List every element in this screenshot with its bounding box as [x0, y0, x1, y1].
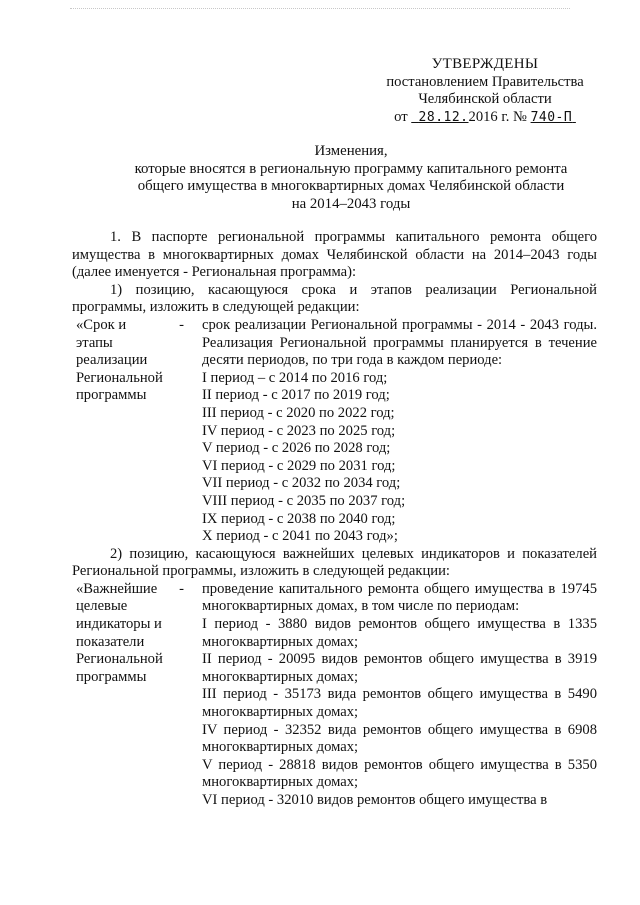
block2-period: VI период - 32010 видов ремонтов общего имущества в: [202, 792, 548, 808]
block2-intro: проведение капитального ремонта общего имущества в 19745 многоквартирных домах, в том числе по периодам:: [202, 580, 597, 615]
block1-value: [202, 317, 597, 546]
scan-edge-line: [70, 8, 570, 11]
block1-period: III период - с 2020 по 2022 год;: [202, 404, 395, 421]
heading-line-4: на 2014–2043 годы: [291, 195, 411, 212]
block1-period: VII период - с 2032 по 2034 год;: [202, 475, 401, 492]
block1-label: [72, 317, 202, 546]
block2-label-line: Региональной: [76, 651, 163, 668]
approval-stamp: [370, 56, 600, 126]
block1-label-line: этапы: [76, 334, 113, 351]
block-indicators: [72, 581, 597, 810]
block1-dash: -: [179, 316, 184, 333]
block1-label-line: программы: [76, 387, 147, 404]
block2-label-line: «Важнейшие: [76, 580, 158, 597]
document-body: [72, 229, 597, 810]
approval-number-value: 740-П: [530, 109, 573, 125]
approval-date-value: 28.12.: [418, 109, 469, 125]
approval-date-prefix: от: [394, 108, 408, 125]
block2-period: II период - 20095 видов ремонтов общего имущества в 3919 многоквартирных домах;: [202, 651, 597, 685]
approval-line-2: Челябинской области: [418, 91, 552, 108]
block1-period: IX период - с 2038 по 2040 год;: [202, 510, 396, 527]
block1-period: IV период - с 2023 по 2025 год;: [202, 422, 396, 439]
approval-date-line: [370, 109, 600, 127]
block1-period: V период - с 2026 по 2028 год;: [202, 440, 391, 457]
paragraph-3: 2) позицию, касающуюся важнейших целевых индикаторов и показателей Региональной программы, изложить в следующей редакции:: [72, 545, 597, 580]
block1-intro: срок реализации Региональной программы - 2014 - 2043 годы. Реализация Региональной программы планируется в течение десяти периодов, по три года в каждом периоде:: [202, 316, 597, 369]
block1-period: VI период - с 2029 по 2031 год;: [202, 457, 396, 474]
block2-period: III период - 35173 вида ремонтов общего имущества в 5490 многоквартирных домах;: [202, 686, 597, 721]
heading-line-3: общего имущества в многоквартирных домах Челябинской области: [137, 178, 565, 195]
block2-period: V период - 28818 видов ремонтов общего имущества в 5350 многоквартирных домах;: [202, 756, 597, 791]
block2-label-line: целевые: [76, 598, 128, 615]
block1-label-line: «Срок и: [76, 316, 127, 333]
block2-dash: -: [179, 580, 184, 597]
block1-period: II период - с 2017 по 2019 год;: [202, 387, 390, 404]
block1-label-line: Региональной: [76, 369, 163, 386]
block2-period: I период - 3880 видов ремонтов общего имущества в 1335 многоквартирных домах;: [202, 616, 597, 650]
block2-label-line: индикаторы и: [76, 616, 162, 633]
block1-period: VIII период - с 2035 по 2037 год;: [202, 492, 406, 509]
approval-year-suffix: 2016 г. №: [468, 108, 527, 125]
block1-period: I период – с 2014 по 2016 год;: [202, 369, 388, 386]
block1-label-line: реализации: [76, 352, 148, 369]
block2-label: [72, 581, 202, 810]
document-heading: [86, 143, 616, 213]
block2-label-line: показатели: [76, 633, 145, 650]
block1-period: X период - с 2041 по 2043 год»;: [202, 528, 398, 545]
paragraph-2: 1) позицию, касающуюся срока и этапов реализации Региональной программы, изложить в следующей редакции:: [72, 281, 597, 316]
approval-title: УТВЕРЖДЕНЫ: [431, 56, 539, 72]
paragraph-1: 1. В паспорте региональной программы капитального ремонта общего имущества в многоквартирных домах Челябинской области на 2014–2043 годы (далее именуется - Региональная программа):: [72, 229, 597, 281]
block2-period: IV период - 32352 вида ремонтов общего имущества в 6908 многоквартирных домах;: [202, 721, 597, 756]
heading-line-2: которые вносятся в региональную программу капитального ремонта: [134, 160, 568, 177]
heading-line-1: Изменения,: [314, 143, 388, 159]
approval-line-1: постановлением Правительства: [386, 73, 584, 90]
block2-value: [202, 581, 597, 810]
block-term-stages: [72, 317, 597, 546]
block2-label-line: программы: [76, 668, 147, 685]
